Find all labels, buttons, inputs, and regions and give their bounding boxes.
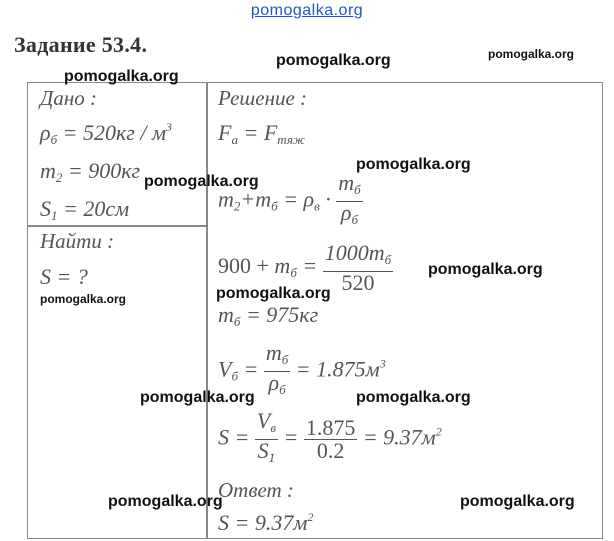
solution-line-2: $m_2+m_б = \rho_в$ · $\frac{m_б}{\rho_б}$ (218, 172, 363, 231)
solution-line-3: $900 + m_б$ = $\frac{1000m_б}{520}$ (218, 240, 392, 295)
fraction: $\frac{1000m_б}{520}$ (324, 240, 392, 295)
watermark: pomogalka.org (428, 261, 543, 278)
watermark: pomogalka.org (140, 389, 255, 406)
given-area: $S_1 = 20см$ (40, 196, 130, 223)
watermark: pomogalka.org (40, 292, 127, 306)
answer-header: Ответ : (218, 478, 294, 502)
fraction: $\frac{m_б}{\rho_б}$ (265, 340, 289, 397)
find-header: Найти : (40, 229, 115, 253)
given-mass: $m_2 = 900кг$ (40, 158, 141, 185)
watermark: pomogalka.org (108, 493, 223, 510)
solution-line-4: $m_б = 975кг$ (218, 302, 319, 329)
watermark: pomogalka.org (356, 156, 471, 173)
solution-line-5: $V_б$ = $\frac{m_б}{\rho_б}$ = $1.875м^3$ (218, 342, 386, 401)
fraction: $\frac{V_в}{S_1}$ (256, 408, 276, 465)
solution-line-1: $F_a = F_{тяж}$ (218, 120, 305, 147)
given-header: Дано : (40, 86, 98, 110)
find-expr: S = ? (40, 264, 88, 289)
site-link[interactable]: pomogalka.org (250, 2, 364, 19)
watermark: pomogalka.org (216, 285, 331, 302)
solution-line-6: S = $\frac{V_в}{S_1}$ = $\frac{1.875}{0.2}$ = $9.37м^2$ (218, 410, 442, 469)
watermark: pomogalka.org (64, 68, 179, 85)
watermark: pomogalka.org (356, 389, 471, 406)
watermark: pomogalka.org (460, 493, 575, 510)
watermark: pomogalka.org (144, 173, 259, 190)
fraction: $\frac{1.875}{0.2}$ (305, 415, 356, 463)
given-density: $\rho_б = 520кг / м^3$ (40, 120, 172, 147)
watermark: pomogalka.org (488, 47, 575, 61)
watermark: pomogalka.org (276, 52, 391, 69)
solution-header: Решение : (218, 86, 308, 110)
answer-expr: $S = 9.37м^2$ (218, 510, 314, 535)
task-title: Задание 53.4. (14, 32, 148, 57)
fraction: $\frac{m_б}{\rho_б}$ (338, 170, 361, 227)
